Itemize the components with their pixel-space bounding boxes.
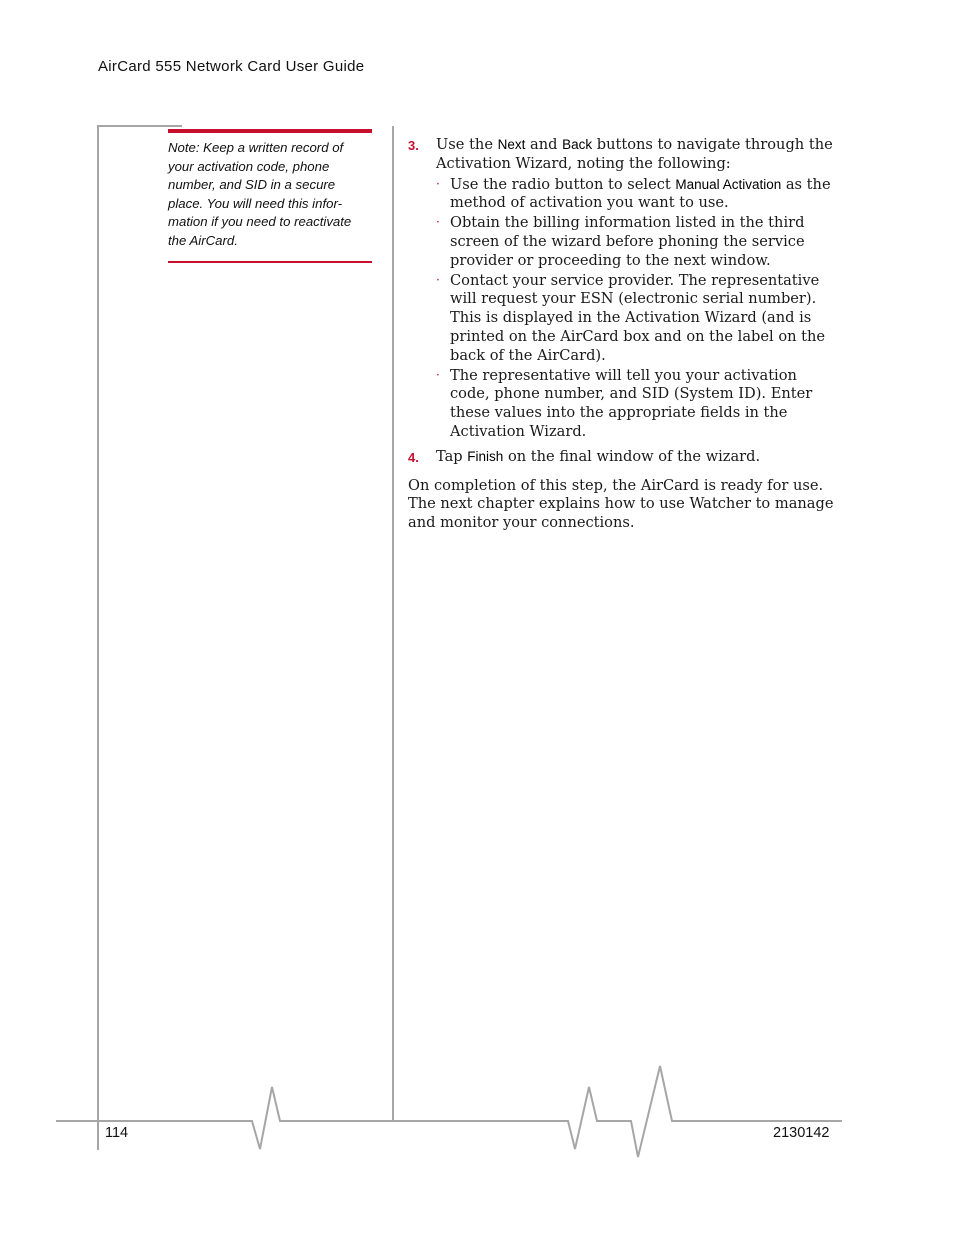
running-header: AirCard 555 Network Card User Guide <box>98 58 365 75</box>
closing-paragraph: On completion of this step, the AirCard is ready for use. The next chapter explains how to use Watcher to manage and monitor your connections. <box>408 476 834 532</box>
step-text <box>436 448 838 467</box>
bullet-item <box>436 214 838 270</box>
step-text <box>436 136 838 174</box>
bullet-text-segment: Use the radio button to select <box>450 175 676 193</box>
bullet-text-segment: The representative will tell you your activation code, phone number, and SID (System ID). Enter these values into the appropriate fields in the Activation Wizard. <box>450 366 813 440</box>
note-top-rule <box>168 129 372 133</box>
note-box <box>168 129 372 263</box>
bullet-dot-icon: · <box>436 176 440 191</box>
bullet-dot-icon: · <box>436 272 440 287</box>
bullet-item <box>436 367 838 442</box>
main-content <box>408 136 838 533</box>
left-margin-rule <box>98 126 182 1150</box>
bullet-text-segment: as the method of activation you want to use. <box>450 175 831 212</box>
note-bottom-rule <box>168 261 372 263</box>
ui-term-manual-activation: Manual Activation <box>675 176 782 192</box>
step-number: 3. <box>408 138 419 153</box>
bullet-item <box>436 176 838 214</box>
step-text-segment: Use the <box>436 136 498 153</box>
step-text-segment: and <box>525 136 563 153</box>
ui-term-finish: Finish <box>467 448 504 464</box>
bullet-dot-icon: · <box>436 215 440 230</box>
footer-wave-line <box>56 1066 842 1157</box>
ui-term-next: Next <box>497 137 526 152</box>
step-text-segment: on the final window of the wizard. <box>503 447 761 465</box>
page-number: 114 <box>105 1125 129 1141</box>
step-text-segment: buttons to navigate through the Activation Wizard, noting the following: <box>436 136 833 172</box>
step-3 <box>408 136 838 442</box>
step-4 <box>408 448 838 467</box>
bullet-dot-icon: · <box>436 367 440 382</box>
document-number: 2130142 <box>773 1125 830 1141</box>
ui-term-back: Back <box>562 137 593 152</box>
note-text: Note: Keep a written record of your activation code, phone number, and SID in a secure place. You will need this infor-mation if you need to reactivate the AirCard. <box>168 140 352 248</box>
bullet-item <box>436 272 838 366</box>
bullet-text-segment: Contact your service provider. The representative will request your ESN (electronic serial number). This is displayed in the Activation Wizard (and is printed on the AirCard box and on the label on the back of the AirCard). <box>450 271 826 364</box>
step-text-segment: Tap <box>436 447 468 465</box>
bullet-text-segment: Obtain the billing information listed in the third screen of the wizard before phoning the service provider or proceeding to the next window. <box>450 214 805 269</box>
step-number: 4. <box>408 449 419 465</box>
step-3-bullets <box>436 176 838 442</box>
